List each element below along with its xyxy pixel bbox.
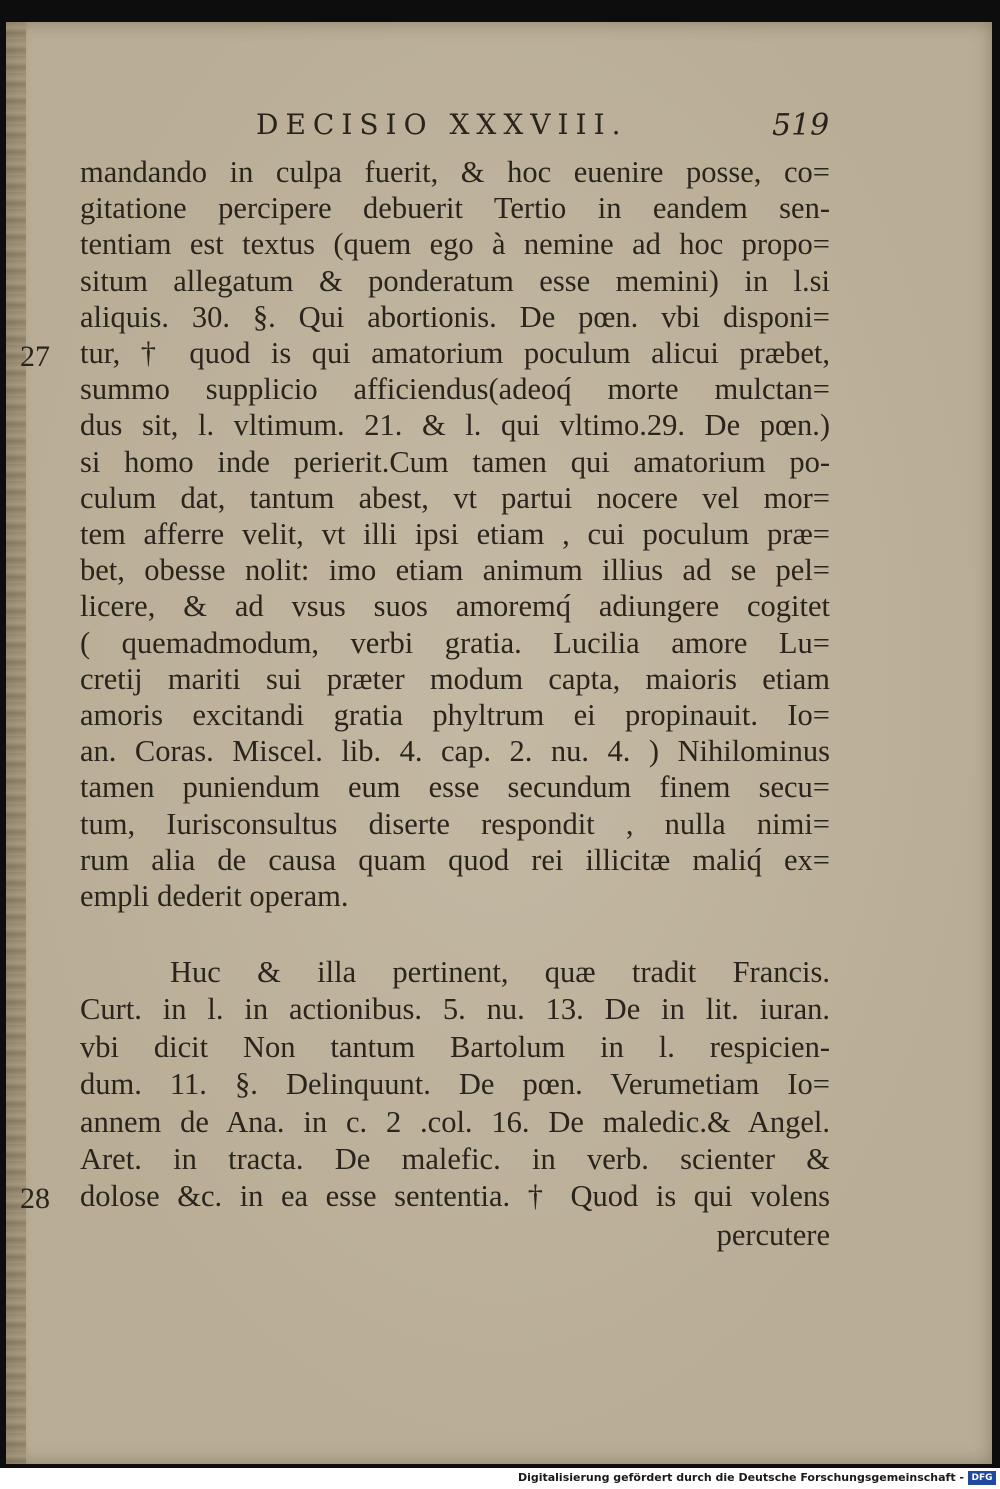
text-line: si homo inde perierit.Cum tamen qui amatorium po-	[80, 444, 830, 479]
text-line: empli dederit operam.	[80, 879, 349, 913]
funding-credit: Digitalisierung gefördert durch die Deutsche Forschungsgemeinschaft -	[517, 1471, 964, 1484]
text-line: Aret. in tracta. De malefic. in verb. scienter &	[80, 1142, 830, 1176]
text-line: tur, † quod is qui amatorium poculum alicui præbet,	[80, 336, 830, 370]
margin-number-27: 27	[20, 340, 50, 373]
catchword: percutere	[716, 1218, 830, 1252]
margin-number-28: 28	[20, 1182, 50, 1215]
text-line: licere, & ad vsus suos amoremq́ adiungere cogitet	[80, 589, 830, 624]
text-line: tum, Iurisconsultus diserte respondit , nulla nimi=	[80, 806, 830, 841]
text-line: tem afferre velit, vt illi ipsi etiam , cui poculum præ=	[80, 517, 830, 551]
text-line: annem de Ana. in c. 2 .col. 16. De maledic.& Angel.	[80, 1104, 830, 1139]
text-line: tamen puniendum eum esse secundum finem secu=	[80, 770, 830, 805]
dfg-logo: DFG	[968, 1471, 996, 1485]
page-gutter-edge	[6, 22, 26, 1464]
text-line: an. Coras. Miscel. lib. 4. cap. 2. nu. 4. ) Nihilominus	[80, 734, 830, 769]
text-line: tentiam est textus (quem ego à nemine ad hoc propo=	[80, 227, 830, 262]
running-head: DECISIO XXXVIII.	[256, 108, 628, 141]
text-line: mandando in culpa fuerit, & hoc euenire posse, co=	[80, 155, 830, 189]
page-number: 519	[772, 108, 830, 143]
footer-bar	[0, 1468, 1000, 1489]
text-line: rum alia de causa quam quod rei illicitæ maliq́ ex=	[80, 842, 830, 877]
text-line: amoris excitandi gratia phyltrum ei propinauit. Io=	[80, 698, 830, 732]
text-line: dum. 11. §. Delinquunt. De pœn. Verumetiam Io=	[80, 1067, 830, 1102]
text-line: culum dat, tantum abest, vt partui nocere vel mor=	[80, 480, 830, 515]
text-line: cretij mariti sui præter modum capta, maioris etiam	[80, 661, 830, 696]
text-line: gitatione percipere debuerit Tertio in eandem sen-	[80, 191, 830, 226]
text-line: bet, obesse nolit: imo etiam animum illius ad se pel=	[80, 553, 830, 588]
text-line: Curt. in l. in actionibus. 5. nu. 13. De in lit. iuran.	[80, 992, 830, 1027]
text-line: dolose &c. in ea esse sententia. † Quod is qui volens	[80, 1179, 830, 1214]
text-line: ( quemadmodum, verbi gratia. Lucilia amore Lu=	[80, 625, 830, 660]
text-line: aliquis. 30. §. Qui abortionis. De pœn. vbi disponi=	[80, 299, 830, 334]
text-line: Huc & illa pertinent, quæ tradit Francis.	[170, 955, 830, 989]
text-line: summo supplicio afficiendus(adeoq́ morte mulctan=	[80, 372, 830, 407]
text-line: dus sit, l. vltimum. 21. & l. qui vltimo.29. De pœn.)	[80, 408, 830, 443]
text-line: vbi dicit Non tantum Bartolum in l. respicien-	[80, 1029, 830, 1064]
text-line: situm allegatum & ponderatum esse memini) in l.si	[80, 263, 830, 298]
